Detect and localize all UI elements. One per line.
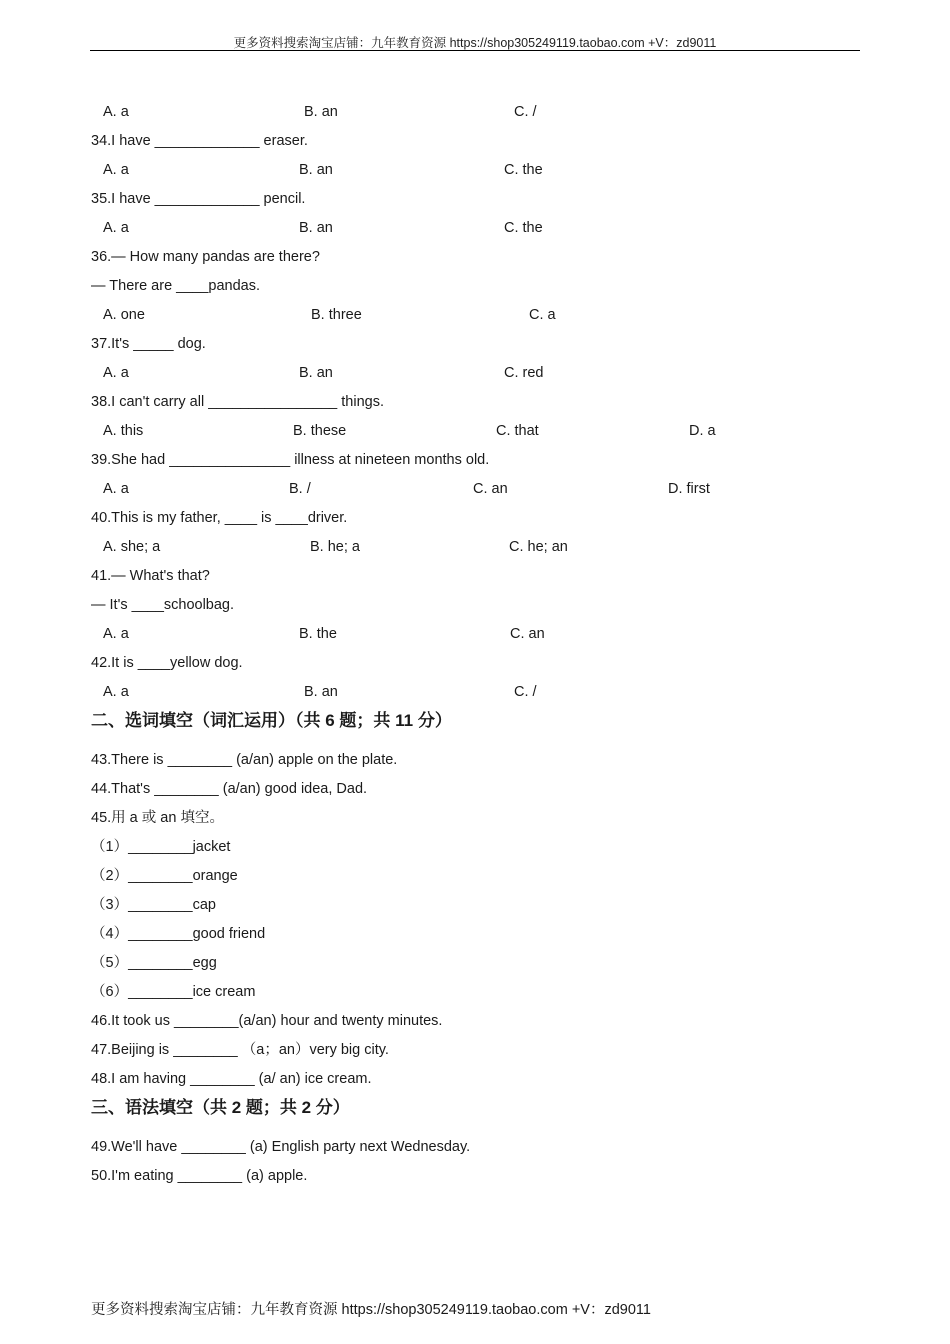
q33-option-a: A. a xyxy=(103,104,129,120)
q45-item: （5）________egg xyxy=(91,955,217,971)
q37-option-a: A. a xyxy=(103,365,129,381)
q37-option-b: B. an xyxy=(299,365,333,381)
q34-option-a: A. a xyxy=(103,162,129,178)
q38-option-d: D. a xyxy=(689,423,716,439)
q49-stem: 49.We'll have ________ (a) English party next Wednesday. xyxy=(91,1139,471,1155)
q35-option-b: B. an xyxy=(299,220,333,236)
q35-option-a: A. a xyxy=(103,220,129,236)
q39-option-d: D. first xyxy=(668,481,710,497)
q37-option-c: C. red xyxy=(504,365,544,381)
q36-stem: 36.— How many pandas are there? xyxy=(91,249,320,265)
q42-stem: 42.It is ____yellow dog. xyxy=(91,655,243,671)
q41-option-c: C. an xyxy=(510,626,545,642)
page-footer: 更多资料搜索淘宝店铺：九年教育资源 https://shop305249119.taobao.com +V：zd9011 xyxy=(91,1302,651,1318)
q34-stem: 34.I have _____________ eraser. xyxy=(91,133,308,149)
q41-option-a: A. a xyxy=(103,626,129,642)
q38-option-a: A. this xyxy=(103,423,144,439)
q46-stem: 46.It took us ________(a/an) hour and twenty minutes. xyxy=(91,1013,443,1029)
q36-option-b: B. three xyxy=(311,307,362,323)
q42-option-c: C. / xyxy=(514,684,537,700)
q41-stem-answer: — It's ____schoolbag. xyxy=(91,597,235,613)
q36-option-c: C. a xyxy=(529,307,556,323)
q39-option-b: B. / xyxy=(289,481,311,497)
q41-option-b: B. the xyxy=(299,626,337,642)
q48-stem: 48.I am having ________ (a/ an) ice cream. xyxy=(91,1071,372,1087)
section-3-title: 三、语法填空（共 2 题；共 2 分） xyxy=(91,1098,350,1117)
q47-stem: 47.Beijing is ________ （a；an）very big city. xyxy=(91,1042,389,1058)
q33-option-b: B. an xyxy=(304,104,338,120)
q45-item: （4）________good friend xyxy=(91,926,266,942)
q37-stem: 37.It's _____ dog. xyxy=(91,336,206,352)
q45-item: （2）________orange xyxy=(91,868,238,884)
q35-stem: 35.I have _____________ pencil. xyxy=(91,191,306,207)
q38-option-b: B. these xyxy=(293,423,347,439)
q43-stem: 43.There is ________ (a/an) apple on the plate. xyxy=(91,752,398,768)
q33-option-c: C. / xyxy=(514,104,537,120)
q39-option-a: A. a xyxy=(103,481,129,497)
q50-stem: 50.I'm eating ________ (a) apple. xyxy=(91,1168,308,1184)
q42-option-b: B. an xyxy=(304,684,338,700)
q38-stem: 38.I can't carry all ________________ things. xyxy=(91,394,384,410)
q40-option-c: C. he; an xyxy=(509,539,568,555)
q39-option-c: C. an xyxy=(473,481,508,497)
q36-option-a: A. one xyxy=(103,307,145,323)
header-divider xyxy=(90,50,860,51)
q45-stem: 45.用 a 或 an 填空。 xyxy=(91,810,224,826)
q38-option-c: C. that xyxy=(496,423,539,439)
q39-stem: 39.She had _______________ illness at nineteen months old. xyxy=(91,452,490,468)
q34-option-b: B. an xyxy=(299,162,333,178)
q40-option-b: B. he; a xyxy=(310,539,360,555)
q41-stem: 41.— What's that? xyxy=(91,568,210,584)
q34-option-c: C. the xyxy=(504,162,543,178)
section-2-title: 二、选词填空（词汇运用）（共 6 题；共 11 分） xyxy=(91,711,452,730)
q42-option-a: A. a xyxy=(103,684,129,700)
q36-stem-answer: — There are ____pandas. xyxy=(91,278,261,294)
q44-stem: 44.That's ________ (a/an) good idea, Dad. xyxy=(91,781,368,797)
page-header: 更多资料搜索淘宝店铺：九年教育资源 https://shop305249119.taobao.com +V：zd9011 xyxy=(233,36,717,50)
q35-option-c: C. the xyxy=(504,220,543,236)
q45-item: （6）________ice cream xyxy=(91,984,256,1000)
q45-item: （1）________jacket xyxy=(91,839,231,855)
q40-stem: 40.This is my father, ____ is ____driver. xyxy=(91,510,348,526)
q45-item: （3）________cap xyxy=(91,897,216,913)
q40-option-a: A. she; a xyxy=(103,539,161,555)
